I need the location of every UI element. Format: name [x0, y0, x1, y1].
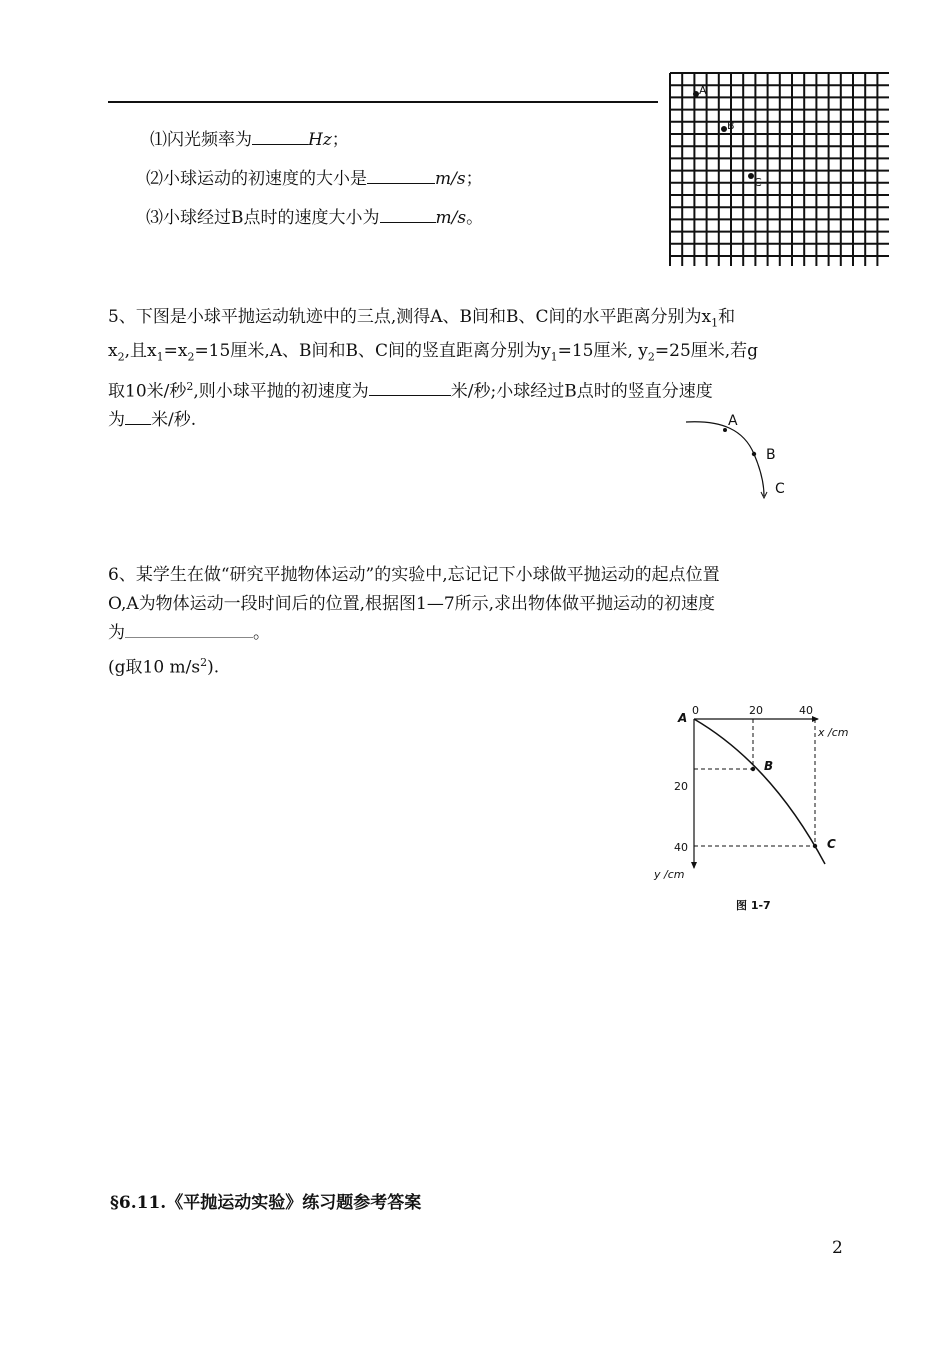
q6-trajectory-curve [694, 719, 825, 864]
q5-line4-a: 为 [108, 410, 125, 431]
q6-figure-caption: 图 1-7 [736, 899, 771, 912]
q4-item-1-unit: Hz [308, 130, 332, 150]
q6-x-tick-20: 20 [749, 704, 763, 717]
q5-point-a [723, 428, 727, 432]
q6-line4-a: (g取10 m/s [108, 657, 201, 678]
q6-x-tick-0: 0 [692, 704, 699, 717]
q4-item-3 [146, 204, 483, 232]
page-number: 2 [832, 1238, 843, 1258]
q6-y-tick-20: 20 [674, 780, 688, 793]
q5-line3-c: 米/秒;小球经过B点时的竖直分速度 [450, 381, 713, 402]
q4-item-2-unit: m/s [435, 169, 466, 189]
q6-blank[interactable] [125, 619, 253, 638]
q4-label-a: A [699, 84, 707, 97]
q4-item-2-num: ⑵ [146, 169, 163, 189]
q5-line1-end: 和 [718, 307, 736, 327]
q4-item-2-suffix: ； [465, 169, 483, 189]
q6-origin-label: A [678, 711, 688, 725]
q4-item-1-prefix: 闪光频率为 [167, 130, 252, 150]
q4-item-1 [150, 126, 349, 154]
q5-line1: 5、下图是小球平抛运动轨迹中的三点,测得A、B间和B、C间的水平距离分别为x [108, 307, 712, 327]
q5-blank-1[interactable] [369, 377, 451, 396]
q6-sup: 2 [200, 656, 208, 669]
q4-item-2 [146, 165, 483, 193]
q5-sub: 2 [117, 350, 125, 364]
q4-blank-3[interactable] [380, 204, 436, 223]
q6-line2: O,A为物体运动一段时间后的位置,根据图1—7所示,求出物体做平抛运动的初速度 [108, 594, 716, 614]
q5-line2-c: =x [163, 341, 188, 362]
q6-y-axis-arrow-icon [691, 862, 697, 869]
q5-label-a: A [728, 413, 738, 429]
q6-point-b [751, 767, 755, 771]
q5-line2-e: =15厘米, y [557, 341, 648, 362]
q5-line2-f: =25厘米,若g [654, 341, 759, 362]
q5-line3-b: ,则小球平抛的初速度为 [193, 381, 369, 402]
q4-item-3-unit: m/s [435, 208, 467, 228]
q5-line2-a: x [108, 341, 118, 362]
q4-blank-1[interactable] [252, 126, 308, 145]
q5-sub: 2 [647, 350, 655, 364]
q4-label-b: B [727, 119, 735, 132]
q6-point-c-label: C [827, 837, 836, 851]
q4-item-3-suffix: 。 [466, 208, 484, 228]
q5-line3-a: 取10米/秒 [108, 381, 187, 402]
q5-trajectory-figure [682, 408, 802, 500]
q5-point-b [752, 452, 756, 456]
q4-item-1-num: ⑴ [150, 130, 167, 150]
q6-figure [654, 700, 870, 916]
q5-label-c: C [775, 481, 785, 497]
top-rule [108, 101, 658, 103]
q5-sub: 2 [187, 350, 195, 364]
q6-x-axis-label: x /cm [818, 726, 849, 739]
q5-line4-b: 米/秒. [151, 410, 197, 431]
q4-item-3-prefix: 小球经过B点时的速度大小为 [163, 208, 380, 228]
q6-line4-b: ). [207, 657, 220, 678]
q6-y-tick-40: 40 [674, 841, 688, 854]
q6-y-axis-label: y /cm [654, 868, 685, 881]
q6-line3-a: 为 [108, 623, 125, 643]
q5-sub: 1 [156, 350, 164, 364]
q4-grid-figure [669, 72, 891, 268]
q5-line2-d: =15厘米,A、B间和B、C间的竖直距离分别为y [194, 341, 551, 362]
q6-point-b-label: B [764, 759, 774, 773]
q5-sub: 1 [550, 350, 558, 364]
answers-heading: §6.11.《平抛运动实验》练习题参考答案 [110, 1193, 422, 1213]
q5-blank-2[interactable] [125, 406, 151, 425]
q4-item-2-prefix: 小球运动的初速度的大小是 [163, 169, 367, 189]
q4-item-1-suffix: ； [331, 130, 349, 150]
q4-label-c: C [754, 176, 762, 189]
q4-item-3-num: ⑶ [146, 208, 163, 228]
q5-line2-b: ,且x [124, 341, 157, 362]
q4-blank-2[interactable] [367, 165, 435, 184]
q6-text [108, 561, 848, 683]
q5-sub: 1 [711, 316, 719, 330]
q6-line1: 6、某学生在做“研究平抛物体运动”的实验中,忘记记下小球做平抛运动的起点位置 [108, 565, 720, 585]
q5-sup: 2 [186, 379, 194, 393]
q6-x-tick-40: 40 [799, 704, 813, 717]
q5-label-b: B [766, 447, 776, 463]
q6-line3-b: 。 [253, 623, 270, 643]
q5-trajectory-curve [686, 422, 764, 496]
q6-point-c [813, 844, 817, 848]
